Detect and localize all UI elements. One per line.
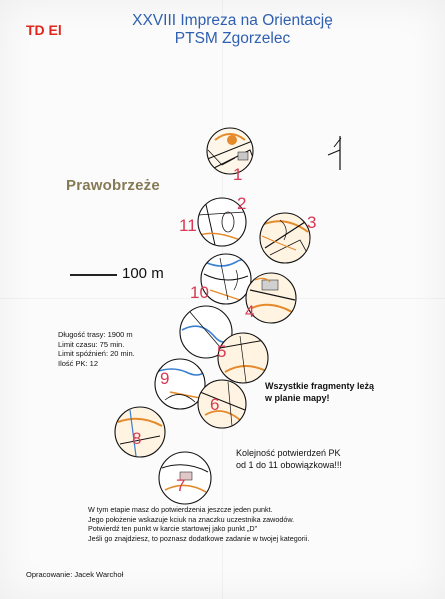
- control-number-8: 8: [132, 429, 142, 448]
- fragments-note-line1: Wszystkie fragmenty leżą: [265, 381, 375, 391]
- course-length: Długość trasy: 1900 m: [58, 330, 133, 339]
- order-note: [236, 447, 342, 471]
- control-number-1: 1: [233, 165, 243, 184]
- event-title-line1: XXVIII Impreza na Orientację: [132, 12, 333, 29]
- order-note-line1: Kolejność potwierdzeń PK: [236, 448, 341, 458]
- control-number-11: 11: [179, 216, 197, 235]
- course-time-limit: Limit czasu: 75 min.: [58, 339, 125, 349]
- control-number-5: 5: [217, 342, 227, 361]
- control-number-10: 10: [190, 283, 209, 302]
- order-note-line2: od 1 do 11 obowiązkowa!!!: [236, 460, 342, 470]
- control-number-6: 6: [210, 395, 220, 414]
- scale-label: 100 m: [122, 265, 164, 282]
- control-number-7: 7: [176, 476, 186, 495]
- instructions-line1: W tym etapie masz do potwierdzenia jeszcze jeden punkt.: [88, 505, 273, 514]
- map-fragment-1: [200, 125, 260, 180]
- author-credit: Opracowanie: Jacek Warchoł: [26, 570, 124, 579]
- instructions-line2: Jego położenie wskazuje kciuk na znaczku uczestnika zawodów.: [88, 514, 295, 524]
- fragments-note: [265, 380, 374, 404]
- extra-control-instructions: [88, 505, 309, 543]
- instructions-line3: Potwierdź ten punkt w karcie startowej jako punkt „D”: [88, 524, 257, 533]
- fragments-note-line2: w planie mapy!: [265, 393, 330, 403]
- event-title-line2: PTSM Zgorzelec: [174, 30, 291, 47]
- category-label: TD El: [26, 22, 62, 38]
- course-controls-count: Ilość PK: 12: [58, 358, 99, 368]
- north-arrow: [328, 136, 341, 170]
- map-title: Prawobrzeże: [66, 177, 160, 194]
- control-number-2: 2: [237, 194, 247, 213]
- control-number-4: 4: [245, 302, 255, 321]
- control-number-9: 9: [160, 369, 170, 388]
- control-number-3: 3: [307, 213, 317, 232]
- map-fragment-3: [258, 210, 313, 266]
- instructions-line4: Jeśli go znajdziesz, to poznasz dodatkowe zadanie w twojej kategorii.: [88, 533, 310, 543]
- course-late-limit: Limit spóźnień: 20 min.: [58, 349, 135, 358]
- course-info: [58, 330, 135, 368]
